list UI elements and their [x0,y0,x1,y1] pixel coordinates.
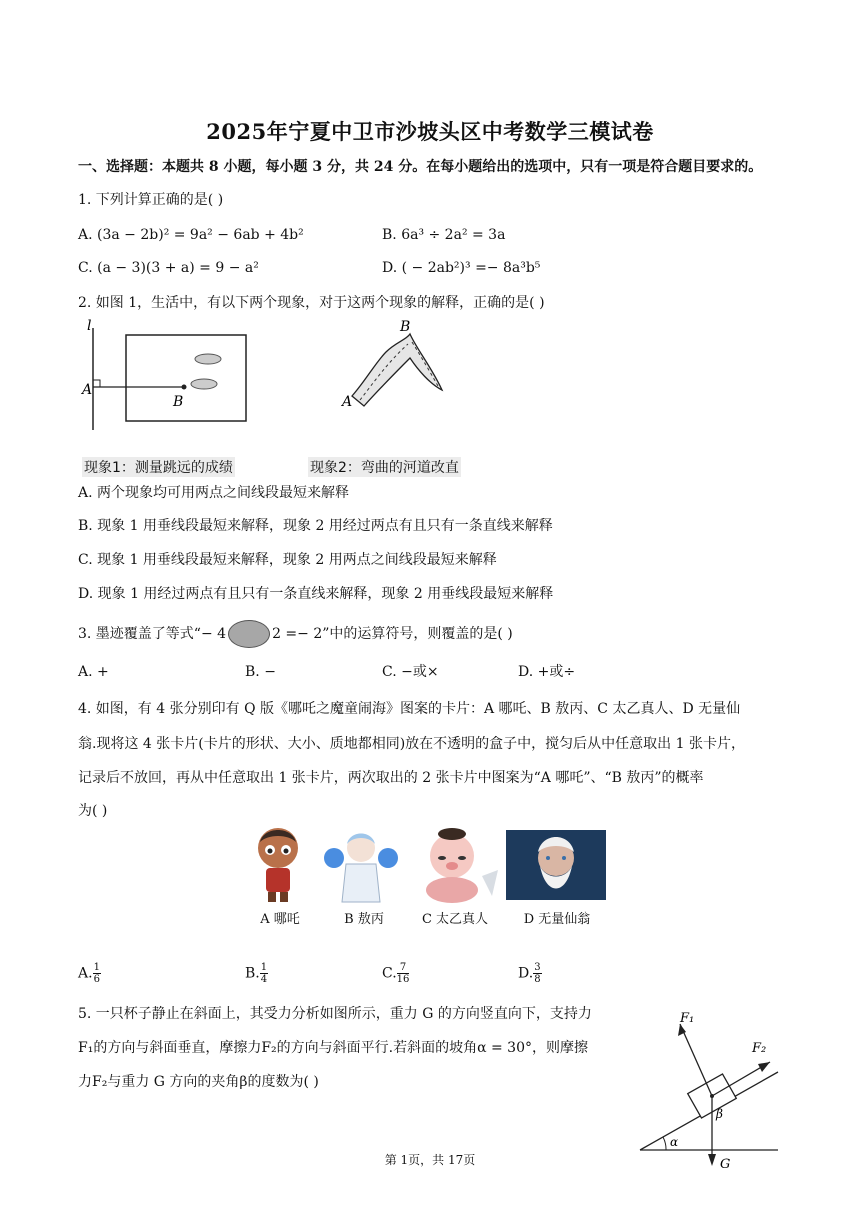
label-alpha: α [670,1135,679,1149]
card-label-b: B 敖丙 [344,912,384,927]
q3-stem-before: 3. 墨迹覆盖了等式“− 4 [78,626,227,642]
label-a1: A [82,382,93,398]
label-b1: B [173,394,184,410]
q2-option-b: B. 现象 1 用垂线段最短来解释，现象 2 用经过两点有且只有一条直线来解释 [78,518,553,534]
q3-stem-after: 2 =− 2”中的运算符号，则覆盖的是( ) [272,626,513,642]
label-l: l [87,318,92,334]
label-g: G [720,1157,731,1172]
card-label-a: A 哪吒 [260,912,300,927]
question-4-line-2: 翁.现将这 4 张卡片(卡片的形状、大小、质地都相同)放在不透明的盒子中，搅匀后从中任意取出 1 张卡片， [78,736,745,752]
question-4-line-1: 4. 如图，有 4 张分别印有 Q 版《哪吒之魔童闹海》图案的卡片：A 哪吒、B 敖丙、C 太乙真人、D 无量仙 [78,701,741,717]
page-title: 2025年宁夏中卫市沙坡头区中考数学三模试卷 [206,119,654,144]
figure-river [338,318,448,428]
question-4-line-4: 为( ) [78,803,108,819]
label-beta: β [716,1107,723,1121]
q4-option-d: D. $\frac{3}{8}$ [518,962,541,985]
card-image-wuliang [506,830,606,900]
caption-phenomenon-2: 现象2：弯曲的河道改直 [308,457,461,477]
q1-option-a: A. (3a − 2b)² = 9a² − 6ab + 4b² [78,227,304,243]
q2-option-a: A. 两个现象均可用两点之间线段最短来解释 [78,485,350,501]
label-b2: B [400,319,411,335]
q3-option-d: D. +或÷ [518,664,576,680]
q2-option-c: C. 现象 1 用垂线段最短来解释，现象 2 用两点之间线段最短来解释 [78,552,497,568]
q3-option-b: B. − [245,664,276,680]
q1-option-d: D. ( − 2ab²)³ =− 8a³b⁵ [382,260,541,276]
q4-option-c: C. $\frac{7}{16}$ [382,962,410,985]
card-label-d: D 无量仙翁 [523,912,591,927]
question-1-stem: 1. 下列计算正确的是( ) [78,192,224,208]
q4-option-a: A. $\frac{1}{6}$ [78,962,100,985]
question-3-stem [78,620,513,648]
q2-option-d: D. 现象 1 用经过两点有且只有一条直线来解释，现象 2 用垂线段最短来解释 [78,586,554,602]
q1-option-c: C. (a − 3)(3 + a) = 9 − a² [78,260,259,276]
question-2-stem: 2. 如图 1，生活中，有以下两个现象，对于这两个现象的解释，正确的是( ) [78,295,545,311]
card-image-aobing [322,826,400,904]
q1-option-b: B. 6a³ ÷ 2a² = 3a [382,227,506,243]
label-a2: A [342,394,353,410]
fraction: $\frac{1}{6}$ [93,962,100,985]
question-5-line-2: F₁的方向与斜面垂直，摩擦力F₂的方向与斜面平行.若斜面的坡角α = 30°，则摩擦 [78,1040,589,1056]
ink-blot [228,620,270,648]
q3-option-c: C. −或× [382,664,439,680]
fraction: $\frac{7}{16}$ [396,962,410,985]
q4-option-b: B. $\frac{1}{4}$ [245,962,268,985]
caption-phenomenon-1: 现象1：测量跳远的成绩 [82,457,235,477]
section-heading: 一、选择题：本题共 8 小题，每小题 3 分，共 24 分。在每小题给出的选项中，只有一项是符合题目要求的。 [78,159,763,175]
fraction: $\frac{1}{4}$ [260,962,268,985]
card-image-nezha [252,822,304,904]
question-5-line-1: 5. 一只杯子静止在斜面上，其受力分析如图所示，重力 G 的方向竖直向下，支持力 [78,1006,592,1022]
label-f1: F₁ [680,1011,695,1026]
figure-long-jump [78,318,258,430]
fraction: $\frac{3}{8}$ [534,962,541,985]
label-f2: F₂ [752,1041,767,1056]
question-4-line-3: 记录后不放回，再从中任意取出 1 张卡片，两次取出的 2 张卡片中图案为“A 哪吒”、“B 敖丙”的概率 [78,770,704,786]
card-label-c: C 太乙真人 [421,912,489,927]
q3-option-a: A. + [78,664,109,680]
card-image-taiyi [406,824,502,904]
question-5-line-3: 力F₂与重力 G 方向的夹角β的度数为( ) [78,1074,319,1090]
page-footer: 第 1页，共 17页 [384,1153,476,1167]
figure-force-diagram [636,1002,782,1172]
